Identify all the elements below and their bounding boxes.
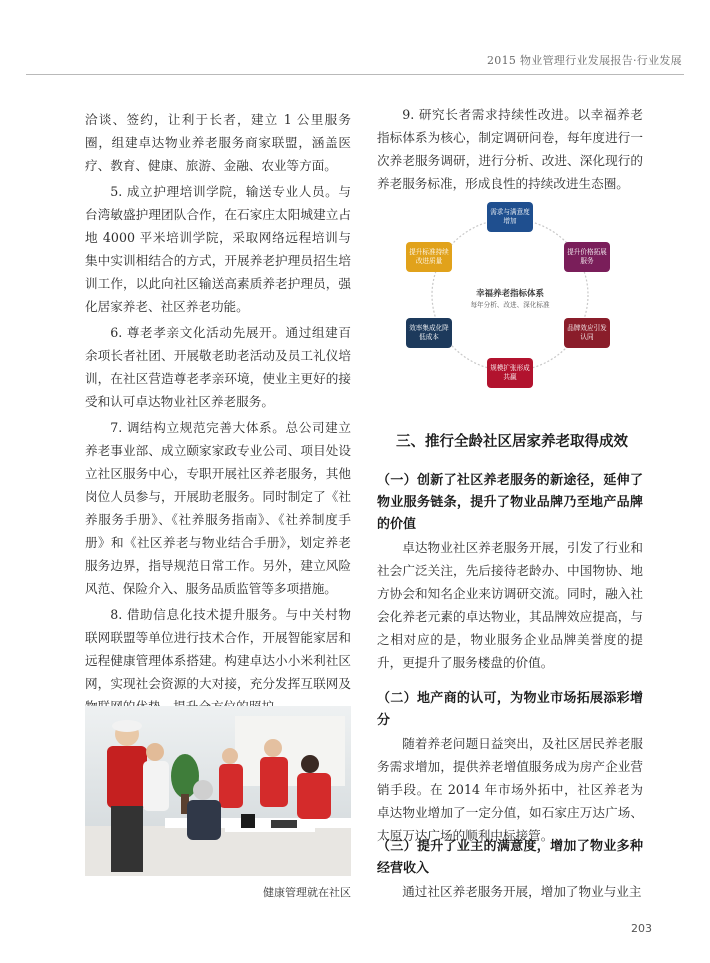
- subsection-3: [377, 836, 643, 903]
- right-column-top: [377, 103, 643, 195]
- running-header: 2015 物业管理行业发展报告·行业发展: [487, 54, 682, 67]
- subsection-2-body: 随着养老问题日益突出，及社区居民养老服务需求增加，提供养老增值服务成为房产企业营销手段。在 2014 年市场外拓中，社区养老为卓达物业增加了一定分值，如石家庄万达广场、太原万达广场的顺利中标接管。: [377, 736, 643, 843]
- subsection-3-heading: （三）提升了业主的满意度，增加了物业多种经营收入: [377, 839, 643, 876]
- subsection-2-heading: （二）地产商的认可，为物业市场拓展添彩增分: [377, 691, 643, 728]
- subsection-3-body: 通过社区养老服务开展，增加了物业与业主: [402, 884, 642, 899]
- subsection-1: [377, 470, 643, 674]
- left-column: [85, 108, 351, 718]
- photo-caption: 健康管理就在社区: [263, 886, 351, 899]
- diagram-node-5: 效率集成化降低成本: [406, 318, 452, 348]
- paragraph-9: 9. 研究长者需求持续性改进。以幸福养老指标体系为核心，制定调研问卷，每年度进行一次养老服务调研，进行分析、改进、深化现行的养老服务标准，形成良性的持续改进生态圈。: [377, 107, 643, 191]
- paragraph-7: 7. 调结构立规范完善大体系。总公司建立养老事业部、成立颐家家政专业公司、项目处设立社区服务中心，专职开展社区养老服务，其他岗位人员参与，开展助老服务。同时制定了《社养服务手册》、《社养服务指南》、《社养制度手册》和《社区养老与物业结合手册》，划定养老服务边界，指导规范日常工作。另外，建立风险风范、保险介入、服务品质监管等多项措施。: [85, 420, 351, 596]
- happy-elderly-index-diagram: [392, 200, 628, 390]
- diagram-node-1: 需求与满意度增加: [487, 202, 533, 232]
- diagram-center-subtitle: 每年分析、改进、深化标准: [470, 301, 550, 309]
- diagram-node-3: 品牌效应引发认同: [564, 318, 610, 348]
- paragraph-continued: 洽谈、签约，让利于长者，建立 1 公里服务圈，组建卓达物业养老服务商家联盟，涵盖医疗、教育、健康、旅游、金融、农业等方面。: [85, 112, 351, 173]
- diagram-center-title: 幸福养老指标体系: [475, 289, 544, 299]
- header-rule: [26, 74, 684, 75]
- subsection-2: [377, 688, 643, 847]
- diagram-node-6: 提升标准持续改进质量: [406, 242, 452, 272]
- community-health-photo: [85, 706, 351, 876]
- diagram-node-2: 提升价格拓展服务: [564, 242, 610, 272]
- paragraph-5: 5. 成立护理培训学院，输送专业人员。与台湾敏盛护理团队合作，在石家庄太阳城建立占地 4000 平米培训学院，采取网络远程培训与集中实训相结合的方式，开展养老护理员招生培训工作，以此向社区输送高素质养老护理员，强化居家养老、社区养老功能。: [85, 184, 351, 314]
- paragraph-6: 6. 尊老孝亲文化活动先展开。通过组建百余项长者社团、开展敬老助老活动及员工礼仪培训，在社区营造尊老孝亲环境，使业主更好的接受和认可卓达物业社区养老服务。: [85, 325, 351, 409]
- page-number: 203: [631, 922, 652, 935]
- photo-illustration: [85, 706, 351, 876]
- diagram-node-4: 规模扩张形成共赢: [487, 358, 533, 388]
- subsection-1-heading: （一）创新了社区养老服务的新途径，延伸了物业服务链条，提升了物业品牌乃至地产品牌的价值: [377, 473, 643, 532]
- paragraph-8: 8. 借助信息化技术提升服务。与中关村物联网联盟等单位进行技术合作，开展智能家居和远程健康管理体系搭建。构建卓达小小米利社区网，实现社会资源的大对接，充分发挥互联网及: [85, 607, 351, 691]
- section-heading: 三、推行全龄社区居家养老取得成效: [396, 434, 628, 450]
- subsection-1-body: 卓达物业社区养老服务开展，引发了行业和社会广泛关注，先后接待老龄办、中国物协、地方协会和知名企业来访调研交流。同时，融入社会化养老元素的卓达物业，其品牌效应提高，与之相对应的是，物业服务企业品牌美誉度的提升，更提升了服务楼盘的价值。: [377, 540, 643, 670]
